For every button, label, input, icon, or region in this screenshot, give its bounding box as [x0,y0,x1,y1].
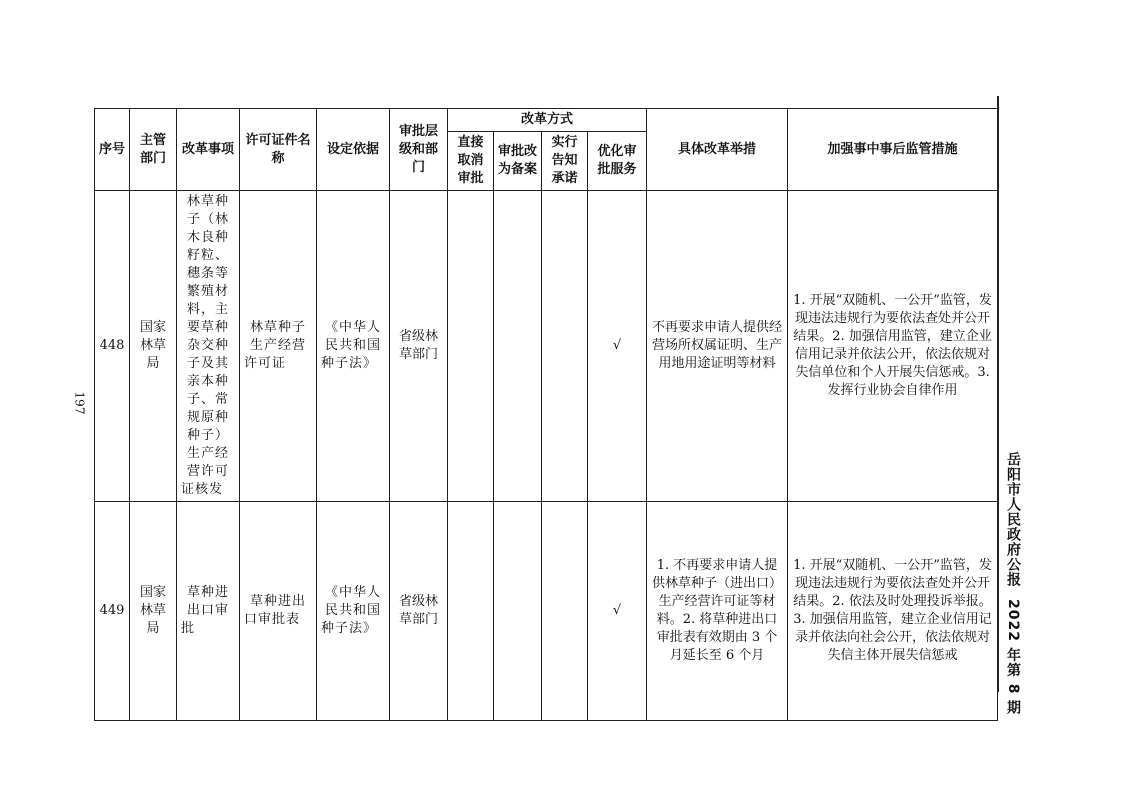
cell-item: 林草种子（林木良种籽粒、穗条等繁殖材料，主要草种杂交种子及其亲本种子、常规原种种子）生产经营许可证核发 [177,191,240,502]
issue-number: 2022 年第 8 期 [1005,599,1021,716]
cell-item: 草种进出口审批 [177,502,240,721]
cell-supervision: 1. 开展“双随机、一公开”监管，发现违法违规行为要依法查处并公开结果。2. 加强信用监管，建立企业信用记录并依法公开，依法依规对失信单位和个人开展失信惩戒。3. 发挥行业协会自律作用 [788,191,998,502]
cell-promise [542,191,588,502]
reform-table [94,108,998,721]
cell-basis: 《中华人民共和国种子法》 [317,191,390,502]
cell-filing [494,502,542,721]
cell-dept: 国家林草局 [130,502,177,721]
header-reform-mode: 改革方式 [448,109,647,132]
header-mode-promise: 实行告知承诺 [542,132,588,191]
cell-measures: 1. 不再要求申请人提供林草种子（进出口）生产经营许可证等材料。2. 将草种进出口审批表有效期由 3 个月延长至 6 个月 [647,502,788,721]
header-level: 审批层级和部门 [390,109,448,191]
header-mode-optimize: 优化审批服务 [588,132,647,191]
header-supervision: 加强事中事后监管措施 [788,109,998,191]
cell-optimize-check: √ [588,502,647,721]
header-seq: 序号 [95,109,130,191]
cell-dept: 国家林草局 [130,191,177,502]
cell-measures: 不再要求申请人提供经营场所权属证明、生产用地用途证明等材料 [647,191,788,502]
cell-cancel [448,502,494,721]
cell-license: 林草种子生产经营许可证 [240,191,317,502]
cell-level: 省级林草部门 [390,191,448,502]
table-row [95,191,998,502]
header-mode-cancel: 直接取消审批 [448,132,494,191]
header-basis: 设定依据 [317,109,390,191]
cell-optimize-check: √ [588,191,647,502]
header-mode-filing: 审批改为备案 [494,132,542,191]
cell-cancel [448,191,494,502]
header-dept: 主管部门 [130,109,177,191]
running-header [1003,452,1023,715]
cell-license: 草种进出口审批表 [240,502,317,721]
cell-basis: 《中华人民共和国种子法》 [317,502,390,721]
header-item: 改革事项 [177,109,240,191]
cell-filing [494,191,542,502]
header-measures: 具体改革举措 [647,109,788,191]
cell-level: 省级林草部门 [390,502,448,721]
table-row [95,502,998,721]
cell-supervision: 1. 开展“双随机、一公开”监管，发现违法违规行为要依法查处并公开结果。2. 依法及时处理投诉举报。3. 加强信用监管，建立企业信用记录并依法向社会公开，依法依规对失信主体开展失信惩戒 [788,502,998,721]
cell-seq: 448 [95,191,130,502]
cell-seq: 449 [95,502,130,721]
cell-promise [542,502,588,721]
header-license: 许可证件名称 [240,109,317,191]
page-number: 197 [72,391,87,415]
publication-title: 岳阳市人民政府公报 [1005,452,1021,587]
